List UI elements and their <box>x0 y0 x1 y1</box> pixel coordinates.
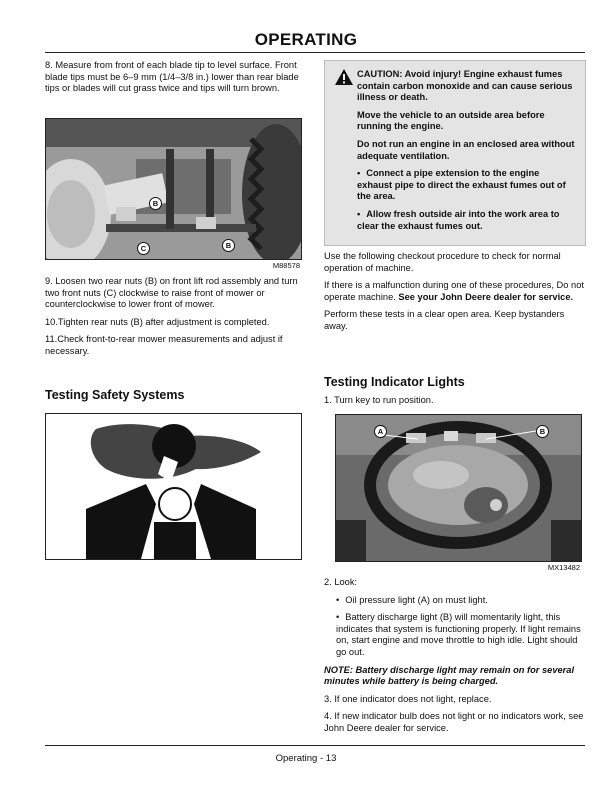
bullet-oil-pressure: • Oil pressure light (A) on must light. <box>324 595 586 607</box>
exhaust-hazard-pictogram <box>45 413 302 560</box>
step-2-text: 2. Look: <box>324 577 358 587</box>
exhaust-fumes-icon <box>46 414 301 559</box>
figure-3-id: MX13482 <box>547 563 580 572</box>
footer-rule <box>45 745 585 746</box>
step-4-text: 4. If new indicator bulb does not light or no indicators work, see John Deere dealer for service. <box>324 711 584 733</box>
callout-a: A <box>374 425 387 438</box>
caution-bullet-2: • Allow fresh outside air into the work area to clear the exhaust fumes out. <box>357 209 575 232</box>
caution-box <box>324 60 586 246</box>
caution-line-3: Do not run an engine in an enclosed area without adequate ventilation. <box>357 138 575 161</box>
mower-linkage-photo <box>45 118 302 260</box>
caution-bullet-1: • Connect a pipe extension to the engine exhaust pipe to direct the exhaust fumes out of the area. <box>357 168 575 203</box>
section-testing-safety-systems: Testing Safety Systems <box>45 388 185 402</box>
page-footer: Operating - 13 <box>275 753 337 764</box>
caution-line-1: CAUTION: Avoid injury! Engine exhaust fumes contain carbon monoxide and can cause serious illness or death. <box>357 69 573 103</box>
step-1-text: 1. Turn key to run position. <box>324 395 434 405</box>
dashboard-indicator-photo <box>335 414 582 562</box>
section-testing-indicator-lights: Testing Indicator Lights <box>324 375 465 389</box>
bullet-battery-discharge: • Battery discharge light (B) will momentarily light, this indicates that system is functioning properly. If light remains on, start engine and move throttle to high idle. Light should go out. <box>324 612 586 658</box>
mower-linkage-illustration <box>46 119 301 259</box>
header-rule <box>45 52 585 53</box>
step-11-text: 11.Check front-to-rear mower measurements and adjust if necessary. <box>45 334 283 356</box>
step-10-text: 10.Tighten rear nuts (B) after adjustment is completed. <box>45 316 270 327</box>
note-battery: NOTE: Battery discharge light may remain on for several minutes while battery is being charged. <box>324 664 575 687</box>
step-3-text: 3. If one indicator does not light, replace. <box>324 693 492 704</box>
warning-triangle-icon <box>334 68 354 86</box>
steps-9-11 <box>45 276 301 364</box>
step-8-text: 8. Measure from front of each blade tip to level surface. Front blade tips must be 6–9 mm (1/4–3/8 in.) lower than rear blade tips or blades will cut grass twice and tips will turn brown. <box>45 60 299 94</box>
intro-paragraph-1: Use the following checkout procedure to check for normal operation of machine. <box>324 251 561 273</box>
callout-b-upper: B <box>149 197 162 210</box>
step-9-text: 9. Loosen two rear nuts (B) on front lift rod assembly and turn two front nuts (C) clockwise to raise front of mower or counterclockwise to lower front of mower. <box>45 276 298 310</box>
caution-line-2: Move the vehicle to an outside area before running the engine. <box>357 109 545 132</box>
intro-paragraph-2: If there is a malfunction during one of these procedures, Do not operate machine. See your John Deere dealer for service. <box>324 280 584 302</box>
checkout-intro <box>324 251 586 339</box>
callout-c: C <box>137 242 150 255</box>
intro-paragraph-3: Perform these tests in a clear open area. Keep bystanders away. <box>324 309 565 331</box>
figure-1-id: M88578 <box>272 261 300 270</box>
callout-b-lower: B <box>222 239 235 252</box>
callout-b: B <box>536 425 549 438</box>
page-title: OPERATING <box>254 30 358 49</box>
look-steps <box>324 577 586 741</box>
